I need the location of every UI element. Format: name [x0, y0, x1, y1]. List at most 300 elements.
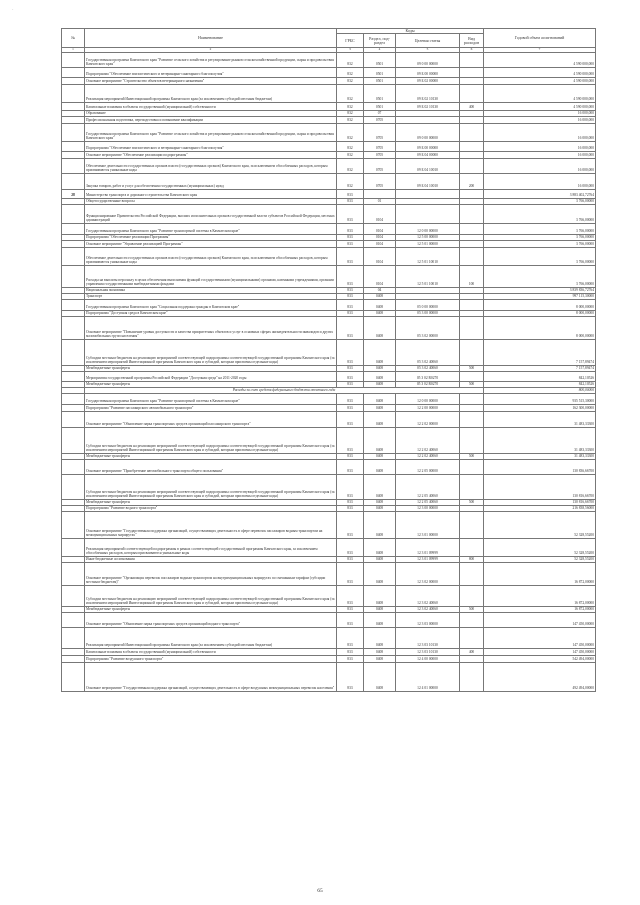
row-grbs: 833 [337, 317, 364, 340]
row-target: 12 5 01 10010 [396, 266, 460, 288]
row-grbs: 832 [337, 159, 364, 174]
row-grbs: 832 [337, 78, 364, 85]
row-description: Подпрограмма "Обеспечение эпизоотического и ветеринарно-санитарного благополучия" [85, 68, 337, 78]
row-vr: 400 [460, 649, 484, 656]
row-description: Обеспечение деятельности государственных органов власти (государственных органов) Камчатского края, за исключением обособленных расходов, которым присваиваются уникальные коды [85, 248, 337, 266]
table-row [62, 159, 596, 174]
row-vr [460, 563, 484, 586]
row-number [62, 152, 85, 159]
row-description: Государственная программа Камчатского края "Развитие сельского хозяйства и регулирование рынков сельскохозяйственной продукции, сырья и продовольствия Камчатского края" [85, 53, 337, 68]
table-row [62, 241, 596, 248]
row-target: 09 Б 00 00000 [396, 68, 460, 78]
row-number [62, 53, 85, 68]
row-section: 0705 [364, 117, 396, 124]
row-number [62, 412, 85, 428]
table-row [62, 53, 596, 68]
row-vr [460, 224, 484, 235]
row-target: 12 3 01 09999 [396, 557, 460, 563]
row-amount: 16 000,000 [484, 142, 596, 152]
row-description: Субсидии местным бюджетам на реализацию мероприятий соответствующей подпрограммы соответствующей государственной программы Камчатского края (за исключением мероприятий Инвестиционной программы Камчатского края и субсидий, которым присвоены отдельные коды) [85, 340, 337, 366]
row-amount: 3 766,00000 [484, 205, 596, 224]
row-grbs: 833 [337, 512, 364, 539]
row-amount: 4 590 000,000 [484, 103, 596, 111]
row-amount: 16 000,000 [484, 174, 596, 190]
row-vr [460, 539, 484, 557]
row-target: 12 0 00 00000 [396, 394, 460, 405]
row-section: 0705 [364, 159, 396, 174]
row-section: 0501 [364, 53, 396, 68]
row-vr: 200 [460, 174, 484, 190]
row-grbs: 833 [337, 205, 364, 224]
row-target: 12 2 05 40060 [396, 500, 460, 506]
row-number [62, 372, 85, 382]
row-amount: 52 328,55200 [484, 557, 596, 563]
row-description: Подпрограмма "Обеспечение реализации Программы" [85, 235, 337, 241]
row-description: Межбюджетные трансферты [85, 454, 337, 460]
row-target: 09 0 00 00000 [396, 124, 460, 142]
row-description: Подпрограмма "Обеспечение эпизоотического и ветеринарно-санитарного благополучия" [85, 142, 337, 152]
row-number [62, 117, 85, 124]
row-description: Основное мероприятие "Государственная поддержка организаций, осуществляющих деятельность в сфере воздушных межмуниципальных перевозок населения" [85, 663, 337, 692]
table-row [62, 512, 596, 539]
row-grbs: 833 [337, 248, 364, 266]
row-section: 0408 [364, 506, 396, 512]
row-number [62, 428, 85, 454]
row-description: Подпрограмма "Доступная среда в Камчатском крае" [85, 311, 337, 317]
row-number [62, 475, 85, 500]
row-grbs: 833 [337, 382, 364, 388]
row-section: 0705 [364, 124, 396, 142]
row-description: Основное мероприятие "Приобретение автомобильного транспорта общего пользования" [85, 460, 337, 475]
row-amount: 130 816,66700 [484, 500, 596, 506]
row-grbs: 832 [337, 111, 364, 117]
row-grbs: 833 [337, 586, 364, 607]
row-target: 12 3 03 10130 [396, 628, 460, 649]
row-number [62, 85, 85, 103]
row-vr [460, 85, 484, 103]
row-vr: 500 [460, 366, 484, 372]
row-number [62, 649, 85, 656]
row-note-amount: 800,00000 [484, 388, 596, 394]
row-description: Государственная программа Камчатского края "Развитие сельского хозяйства и регулирование рынков сельскохозяйственной продукции, сырья и продовольствия Камчатского края" [85, 124, 337, 142]
row-description: Расходы на выплаты персоналу в целях обеспечения выполнения функций государственными (муниципальными) органами, казенными учреждениями, органами управления государственными внебюджетными фондами [85, 266, 337, 288]
row-amount: 16 000,000 [484, 117, 596, 124]
row-section: 0408 [364, 586, 396, 607]
row-grbs: 833 [337, 628, 364, 649]
table-row [62, 394, 596, 405]
row-target: 12 5 00 00000 [396, 235, 460, 241]
row-vr [460, 460, 484, 475]
row-grbs: 833 [337, 563, 364, 586]
row-number [62, 300, 85, 311]
table-row [62, 317, 596, 340]
row-grbs: 833 [337, 649, 364, 656]
row-grbs: 833 [337, 506, 364, 512]
row-section: 0408 [364, 500, 396, 506]
row-description: Основное мероприятие "Организация перевозок пассажиров водным транспортом на внутримуниципальных маршрутах по смешанным тарифам (субсидии местным бюджетам)" [85, 563, 337, 586]
row-amount: 842,10526 [484, 382, 596, 388]
row-description: Межбюджетные трансферты [85, 366, 337, 372]
row-number [62, 563, 85, 586]
table-row [62, 475, 596, 500]
table-row [62, 224, 596, 235]
row-section: 0408 [364, 412, 396, 428]
row-description: Подпрограмма "Развитие пассажирского автомобильного транспорта" [85, 405, 337, 412]
row-grbs: 833 [337, 405, 364, 412]
row-description: Подпрограмма "Развитие воздушного транспорта" [85, 656, 337, 663]
row-section: 0408 [364, 628, 396, 649]
row-grbs: 833 [337, 372, 364, 382]
row-target: 12 2 02 00000 [396, 412, 460, 428]
row-vr [460, 159, 484, 174]
header-amount: Годовой объем ассигнований [484, 29, 596, 48]
table-row [62, 563, 596, 586]
row-grbs: 833 [337, 454, 364, 460]
row-amount: 542 494,00000 [484, 656, 596, 663]
row-number [62, 340, 85, 366]
row-vr: 100 [460, 266, 484, 288]
row-description: Реализация мероприятий Инвестиционной программы Камчатского края (за исключением субсидий местным бюджетам) [85, 85, 337, 103]
table-row [62, 300, 596, 311]
row-vr [460, 428, 484, 454]
row-description: Реализация мероприятий Инвестиционной программы Камчатского края (за исключением субсидий местным бюджетам) [85, 628, 337, 649]
row-description: Основное мероприятие "Обновление парка транспортных средств организаций пассажирского транспорта" [85, 412, 337, 428]
row-grbs: 832 [337, 117, 364, 124]
header-num-3: 3 [337, 48, 364, 53]
row-number [62, 512, 85, 539]
table-row [62, 142, 596, 152]
row-grbs: 832 [337, 53, 364, 68]
header-num-1: 1 [62, 48, 85, 53]
row-description: Капитальные вложения в объекты государственной (муниципальной) собственности [85, 103, 337, 111]
row-amount: 3 766,00000 [484, 241, 596, 248]
row-number [62, 224, 85, 235]
row-section: 0408 [364, 382, 396, 388]
row-amount: 8 000,00000 [484, 300, 596, 311]
row-amount: 31 483,33300 [484, 454, 596, 460]
row-grbs: 833 [337, 394, 364, 405]
row-number [62, 394, 85, 405]
row-number [62, 539, 85, 557]
row-section: 0408 [364, 557, 396, 563]
row-amount: 842,10526 [484, 372, 596, 382]
row-amount: 935 515,30000 [484, 394, 596, 405]
row-description: Министерство транспорта и дорожного строительства Камчатского края [85, 190, 337, 199]
row-number [62, 174, 85, 190]
row-amount: 3 839 836,72764 [484, 288, 596, 294]
row-amount: 3 766,00000 [484, 199, 596, 205]
row-vr: 400 [460, 103, 484, 111]
row-section: 0408 [364, 317, 396, 340]
row-section: 0408 [364, 613, 396, 628]
table-row [62, 248, 596, 266]
row-vr [460, 241, 484, 248]
row-number [62, 663, 85, 692]
row-amount: 16 000,000 [484, 124, 596, 142]
row-grbs: 832 [337, 68, 364, 78]
row-amount: 147 450,00000 [484, 628, 596, 649]
table-row [62, 117, 596, 124]
row-number [62, 159, 85, 174]
row-section: 0408 [364, 405, 396, 412]
row-grbs: 833 [337, 224, 364, 235]
table-row [62, 412, 596, 428]
row-description: Основное мероприятие "Обновление парка транспортных средств организаций водного транспорта" [85, 613, 337, 628]
row-target: 05 3 02 00000 [396, 317, 460, 340]
row-amount: 3 766,00000 [484, 266, 596, 288]
row-section: 0408 [364, 340, 396, 366]
row-amount: 997 115,30000 [484, 294, 596, 300]
table-row [62, 85, 596, 103]
row-target: 05 3 02 40060 [396, 340, 460, 366]
row-section: 0104 [364, 224, 396, 235]
row-target: 12 3 03 00000 [396, 613, 460, 628]
row-target: 12 2 02 40060 [396, 428, 460, 454]
table-row [62, 190, 596, 199]
row-description: Государственная программа Камчатского края "Развитие транспортной системы в Камчатском крае" [85, 394, 337, 405]
row-amount: 16 872,00000 [484, 607, 596, 613]
row-vr [460, 317, 484, 340]
row-vr: 500 [460, 454, 484, 460]
row-vr [460, 142, 484, 152]
row-description: Профессиональная подготовка, переподготовка и повышение квалификации [85, 117, 337, 124]
header-num-6: 6 [460, 48, 484, 53]
table-row [62, 539, 596, 557]
row-grbs: 833 [337, 475, 364, 500]
row-target: 09 Б 02 10130 [396, 85, 460, 103]
table-row [62, 628, 596, 649]
row-target: 12 2 02 40060 [396, 454, 460, 460]
table-row [62, 68, 596, 78]
row-grbs: 833 [337, 340, 364, 366]
row-target: 05 3 02 R0270 [396, 372, 460, 382]
row-target: 12 2 00 00000 [396, 405, 460, 412]
row-grbs: 833 [337, 460, 364, 475]
row-grbs: 833 [337, 428, 364, 454]
row-description: Межбюджетные трансферты [85, 607, 337, 613]
row-description: Основное мероприятие "Строительство объектов ветеринарного назначения" [85, 78, 337, 85]
row-target: 12 3 02 40060 [396, 586, 460, 607]
row-vr [460, 124, 484, 142]
header-num-7: 7 [484, 48, 596, 53]
row-description: Реализация мероприятий соответствующей подпрограммы в рамках соответствующей государственной программы Камчатского края, за исключением обособленных расходов, которым присваиваются уникальные коды [85, 539, 337, 557]
row-grbs: 833 [337, 294, 364, 300]
row-note: Расходы за счет средств федерального бюджета отчетного года [85, 388, 484, 394]
row-section: 0408 [364, 475, 396, 500]
row-vr [460, 340, 484, 366]
row-description: Закупка товаров, работ и услуг для обеспечения государственных (муниципальных) нужд [85, 174, 337, 190]
table-row [62, 174, 596, 190]
row-vr [460, 405, 484, 412]
row-vr [460, 512, 484, 539]
row-amount: 52 328,55200 [484, 512, 596, 539]
header-vr: Вид расходов [460, 34, 484, 48]
row-vr [460, 78, 484, 85]
row-vr [460, 372, 484, 382]
row-section: 0501 [364, 78, 396, 85]
table-row [62, 649, 596, 656]
row-vr [460, 300, 484, 311]
row-number [62, 586, 85, 607]
row-description: Межбюджетные трансферты [85, 500, 337, 506]
row-target [396, 205, 460, 224]
row-amount: 7 157,89474 [484, 366, 596, 372]
row-grbs: 832 [337, 152, 364, 159]
row-section: 0104 [364, 266, 396, 288]
header-num-4: 4 [364, 48, 396, 53]
row-vr [460, 412, 484, 428]
row-amount: 216 838,56000 [484, 506, 596, 512]
row-target: 09 Б 02 10130 [396, 103, 460, 111]
row-amount: 3 883 402,72764 [484, 190, 596, 199]
row-section: 04 [364, 288, 396, 294]
row-amount: 492 494,00000 [484, 663, 596, 692]
page-number: 65 [317, 888, 323, 894]
row-target: 09 0 00 00000 [396, 53, 460, 68]
row-vr [460, 628, 484, 649]
row-description: Субсидии местным бюджетам на реализацию мероприятий соответствующей подпрограммы соответствующей государственной программы Камчатского края (за исключением мероприятий Инвестиционной программы Камчатского края и субсидий, которым присвоены отдельные коды) [85, 586, 337, 607]
row-target: 12 3 02 40060 [396, 607, 460, 613]
header-num-5: 5 [396, 48, 460, 53]
row-amount: 4 590 000,000 [484, 85, 596, 103]
row-grbs: 833 [337, 539, 364, 557]
row-grbs: 833 [337, 613, 364, 628]
row-grbs: 833 [337, 235, 364, 241]
row-vr [460, 663, 484, 692]
row-description: Государственная программа Камчатского края "Социальная поддержка граждан в Камчатском крае" [85, 300, 337, 311]
table-row [62, 78, 596, 85]
row-section: 0501 [364, 103, 396, 111]
row-amount: 3 766,00000 [484, 248, 596, 266]
row-grbs: 832 [337, 174, 364, 190]
header-row-top [62, 29, 596, 34]
table-row [62, 152, 596, 159]
row-section: 0408 [364, 512, 396, 539]
row-number [62, 124, 85, 142]
row-target: 12 5 01 00000 [396, 241, 460, 248]
row-target: 09 Б 04 00000 [396, 152, 460, 159]
row-description: Подпрограмма "Развитие водного транспорта" [85, 506, 337, 512]
row-number [62, 266, 85, 288]
row-section: 0705 [364, 142, 396, 152]
row-target: 12 0 00 00000 [396, 224, 460, 235]
row-grbs: 832 [337, 85, 364, 103]
row-target: 05 3 02 40060 [396, 366, 460, 372]
row-description: Капитальные вложения в объекты государственной (муниципальной) собственности [85, 649, 337, 656]
row-grbs: 833 [337, 190, 364, 199]
table-row [62, 656, 596, 663]
corner-mark: · [12, 8, 14, 13]
row-vr: 500 [460, 500, 484, 506]
row-grbs: 833 [337, 366, 364, 372]
row-amount: 8 000,00000 [484, 317, 596, 340]
row-number [62, 613, 85, 628]
row-section: 0408 [364, 372, 396, 382]
row-amount: 3 766,00000 [484, 224, 596, 235]
row-target: 12 4 01 00000 [396, 663, 460, 692]
row-target [396, 117, 460, 124]
row-description: Основное мероприятие "Государственная поддержка организаций, осуществляющих деятельность в сфере перевозок пассажиров водным транспортом на межмуниципальных маршрутах" [85, 512, 337, 539]
row-number [62, 205, 85, 224]
row-description: Субсидии местным бюджетам на реализацию мероприятий соответствующей подпрограммы соответствующей государственной программы Камчатского края (за исключением мероприятий Инвестиционной программы Камчатского края и субсидий, которым присвоены отдельные коды) [85, 428, 337, 454]
row-target: 12 3 02 00000 [396, 563, 460, 586]
row-vr [460, 613, 484, 628]
row-amount: 31 483,33300 [484, 412, 596, 428]
row-vr [460, 190, 484, 199]
row-amount: 162 300,00000 [484, 405, 596, 412]
header-no: № [62, 29, 85, 48]
row-grbs: 833 [337, 300, 364, 311]
table-row [62, 460, 596, 475]
table-body [62, 29, 596, 692]
row-section: 0408 [364, 366, 396, 372]
row-section: 0408 [364, 663, 396, 692]
row-amount: 8 000,00000 [484, 311, 596, 317]
row-section: 0408 [364, 428, 396, 454]
row-vr [460, 68, 484, 78]
row-amount: 16 000,000 [484, 152, 596, 159]
row-target: 12 5 01 10010 [396, 248, 460, 266]
row-number [62, 78, 85, 85]
row-number [62, 142, 85, 152]
table-row [62, 405, 596, 412]
row-grbs: 833 [337, 311, 364, 317]
header-target: Целевая статья [396, 34, 460, 48]
row-vr [460, 53, 484, 68]
row-description: Межбюджетные трансферты [85, 382, 337, 388]
row-target: 09 Б 00 00000 [396, 142, 460, 152]
row-section: 0501 [364, 68, 396, 78]
row-amount: 16 872,00000 [484, 586, 596, 607]
row-amount: 147 450,00000 [484, 649, 596, 656]
row-section: 0408 [364, 394, 396, 405]
row-vr [460, 117, 484, 124]
row-grbs: 832 [337, 124, 364, 142]
row-section: 0104 [364, 248, 396, 266]
row-section: 0408 [364, 563, 396, 586]
row-description: Субсидии местным бюджетам на реализацию мероприятий соответствующей подпрограммы соответствующей государственной программы Камчатского края (за исключением мероприятий Инвестиционной программы Камчатского края и субсидий, которым присвоены отдельные коды) [85, 475, 337, 500]
table-row [62, 428, 596, 454]
row-section: 0408 [364, 294, 396, 300]
row-number [62, 628, 85, 649]
row-amount: 130 836,66700 [484, 460, 596, 475]
row-section: 0408 [364, 539, 396, 557]
row-target: 05 0 00 00000 [396, 300, 460, 311]
row-number [62, 248, 85, 266]
row-section: 0501 [364, 85, 396, 103]
table-row [62, 663, 596, 692]
row-grbs: 833 [337, 288, 364, 294]
row-section: 0104 [364, 241, 396, 248]
row-target: 12 3 03 10130 [396, 649, 460, 656]
row-target: 09 Б 02 00000 [396, 78, 460, 85]
table-row [62, 613, 596, 628]
row-grbs: 833 [337, 557, 364, 563]
row-description: Национальная экономика [85, 288, 337, 294]
row-grbs: 833 [337, 199, 364, 205]
row-description: Основное мероприятие "Управление реализацией Программы" [85, 241, 337, 248]
row-number [62, 103, 85, 111]
row-target: 12 3 01 00000 [396, 512, 460, 539]
row-grbs: 833 [337, 607, 364, 613]
header-desc: Наименование [85, 29, 337, 48]
row-grbs: 833 [337, 266, 364, 288]
row-amount: 130 816,66700 [484, 475, 596, 500]
header-codes-group: Коды [337, 29, 484, 34]
row-description: Государственная программа Камчатского края "Развитие транспортной системы в Камчатском крае" [85, 224, 337, 235]
row-target [396, 190, 460, 199]
row-amount: 16 872,00000 [484, 563, 596, 586]
